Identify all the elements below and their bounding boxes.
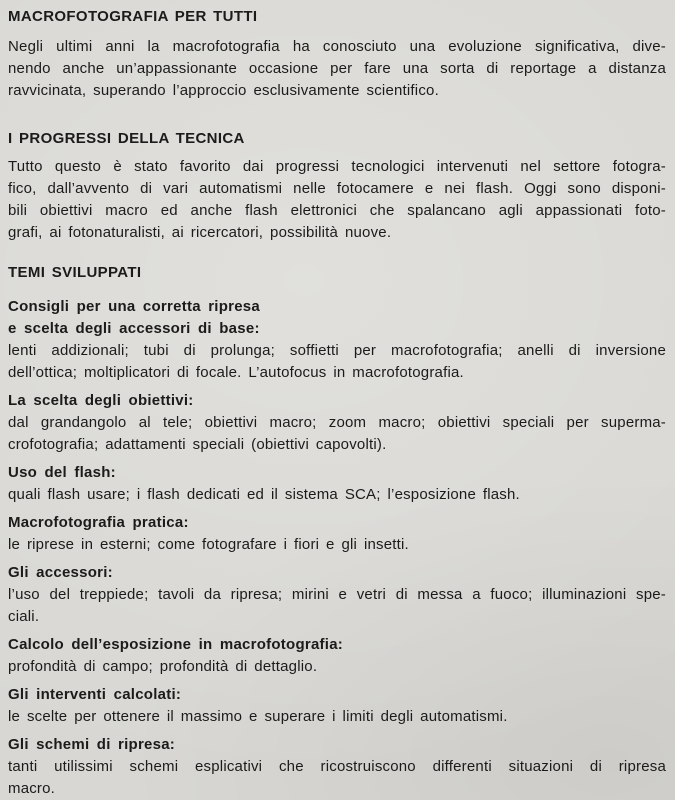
tech-paragraph <box>8 156 666 244</box>
topic-title: Calcolo dell’esposizione in macrofotografia: <box>8 636 344 653</box>
topic-title: Uso del flash: <box>8 464 116 481</box>
page-title: MACROFOTOGRAFIA PER TUTTI <box>8 8 258 25</box>
topic-macrofotografia-pratica <box>8 512 666 556</box>
topic-schemi-ripresa <box>8 734 666 800</box>
topic-title: La scelta degli obiettivi: <box>8 392 194 409</box>
topic-title: Gli schemi di ripresa: <box>8 736 176 753</box>
topic-title: e scelta degli accessori di base: <box>8 320 260 337</box>
paragraph-line: fico, dall’avvento di vari automatismi nelle fotocamere e nei flash. Oggi sono disponi- <box>8 180 666 197</box>
topic-body-line: dal grandangolo al tele; obiettivi macro; zoom macro; obiettivi speciali per superma- <box>8 414 666 431</box>
topic-title: Macrofotografia pratica: <box>8 514 189 531</box>
section-heading-temi: TEMI SVILUPPATI <box>8 264 142 281</box>
topic-consigli <box>8 296 666 384</box>
topic-interventi-calcolati <box>8 684 666 728</box>
paragraph-line: grafi, ai fotonaturalisti, ai ricercatori, possibilità nuove. <box>8 224 392 241</box>
section-heading-progressi: I PROGRESSI DELLA TECNICA <box>8 130 245 147</box>
topic-body-line: le riprese in esterni; come fotografare i fiori e gli insetti. <box>8 536 409 553</box>
topic-body-line: l’uso del treppiede; tavoli da ripresa; mirini e vetri di messa a fuoco; illuminazioni spe- <box>8 586 666 603</box>
topic-title: Gli accessori: <box>8 564 113 581</box>
topic-calcolo-esposizione <box>8 634 666 678</box>
paragraph-line: Tutto questo è stato favorito dai progressi tecnologici intervenuti nel settore fotogra- <box>8 158 666 175</box>
paragraph-line: Negli ultimi anni la macrofotografia ha conosciuto una evoluzione significativa, dive- <box>8 38 666 55</box>
topic-uso-flash <box>8 462 666 506</box>
topic-body-line: quali flash usare; i flash dedicati ed il sistema SCA; l’esposizione flash. <box>8 486 520 503</box>
topic-body-line: lenti addizionali; tubi di prolunga; soffietti per macrofotografia; anelli di inversione <box>8 342 666 359</box>
topic-body-line: le scelte per ottenere il massimo e superare i limiti degli automatismi. <box>8 708 508 725</box>
topic-body-line: dell’ottica; moltiplicatori di focale. L’autofocus in macrofotografia. <box>8 364 464 381</box>
paragraph-line: nendo anche un’appassionante occasione per fare una sorta di reportage a distanza <box>8 60 666 77</box>
topic-body-line: tanti utilissimi schemi esplicativi che ricostruiscono differenti situazioni di ripresa <box>8 758 666 775</box>
paragraph-line: ravvicinata, superando l’approccio esclusivamente scientifico. <box>8 82 439 99</box>
topic-accessori <box>8 562 666 628</box>
intro-paragraph <box>8 36 666 102</box>
topic-body-line: macro. <box>8 780 56 797</box>
topic-scelta-obiettivi <box>8 390 666 456</box>
topic-title: Gli interventi calcolati: <box>8 686 182 703</box>
topic-title: Consigli per una corretta ripresa <box>8 298 260 315</box>
topic-body-line: crofotografia; adattamenti speciali (obiettivi capovolti). <box>8 436 387 453</box>
paragraph-line: bili obiettivi macro ed anche flash elettronici che spalancano agli appassionati foto- <box>8 202 666 219</box>
topic-body-line: profondità di campo; profondità di dettaglio. <box>8 658 318 675</box>
topic-body-line: ciali. <box>8 608 40 625</box>
